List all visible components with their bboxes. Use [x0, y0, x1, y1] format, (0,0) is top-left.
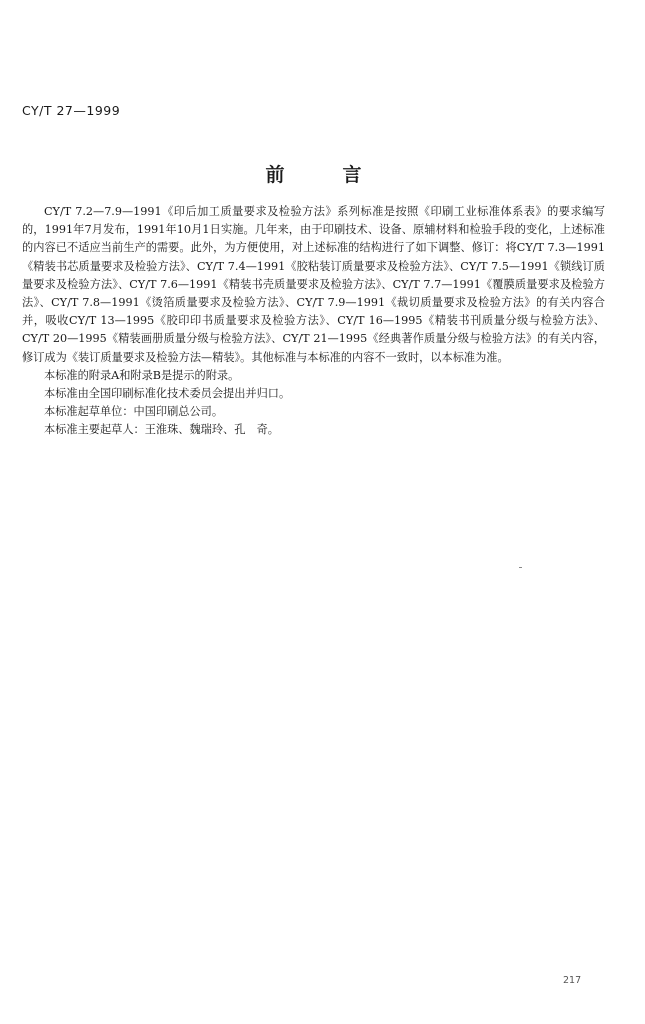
scan-speck — [519, 567, 522, 568]
foreword-paragraph-5: 本标准主要起草人：王淮珠、魏瑞玲、孔 奇。 — [44, 423, 279, 437]
standard-code: CY/T 27—1999 — [22, 103, 121, 118]
foreword-paragraph-3: 本标准由全国印刷标准化技术委员会提出并归口。 — [44, 387, 291, 401]
foreword-paragraph-4: 本标准起草单位：中国印刷总公司。 — [44, 405, 224, 419]
foreword-body — [22, 203, 605, 440]
page-number: 217 — [563, 975, 582, 986]
page-title: 前言 — [265, 164, 420, 186]
foreword-paragraph-1: CY/T 7.2—7.9—1991《印后加工质量要求及检验方法》系列标准是按照《印刷工业标准体系表》的要求编写的，1991年7月发布，1991年10月1日实施。几年来，由于印刷技术、设备、原辅材料和检验手段的变化，上述标准的内容已不适应当前生产的需要。此外，为方便使用，对上述标准的结构进行了如下调整、修订：将CY/T 7.3—1991《精装书芯质量要求及检验方法》、CY/T 7.4—1991《胶粘装订质量要求及检验方法》、CY/T 7.5—1991《锁线订质量要求及检验方法》、CY/T 7.6—1991《精装书壳质量要求及检验方法》、CY/T 7.7—1991《覆膜质量要求及检验方法》、CY/T 7.8—1991《烫箔质量要求及检验方法》、CY/T 7.9—1991《裁切质量要求及检验方法》的有关内容合并，吸收CY/T 13—1995《胶印印书质量要求及检验方法》、CY/T 16—1995《精装书刊质量分级与检验方法》、CY/T 20—1995《精装画册质量分级与检验方法》、CY/T 21—1995《经典著作质量分级与检验方法》的有关内容，修订成为《装订质量要求及检验方法—精装》。其他标准与本标准的内容不一致时，以本标准为准。 — [22, 205, 605, 364]
foreword-paragraph-2: 本标准的附录A和附录B是提示的附录。 — [44, 368, 240, 382]
